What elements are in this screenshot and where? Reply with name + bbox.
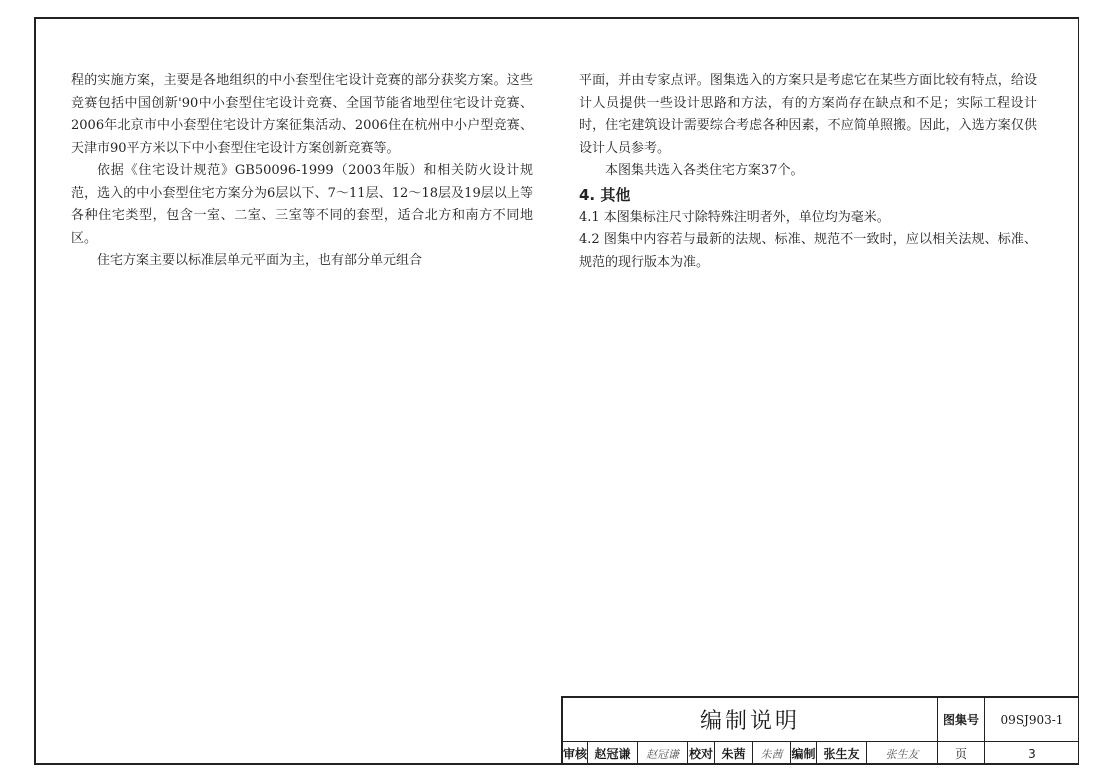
edit-signature: 张生友 — [867, 742, 938, 765]
right-paragraph-2: 本图集共选入各类住宅方案37个。 — [605, 163, 804, 178]
edit-name: 张生友 — [817, 742, 867, 765]
check-signature: 朱茜 — [753, 742, 791, 765]
right-paragraph-1: 平面，并由专家点评。图集选入的方案只是考虑它在某些方面比较有特点，给设计人员提供一些设计思路和方法，有的方案尚存在缺点和不足；实际工程设计时，住宅建筑设计需要综合考虑各种因素，不应简单照搬。因此，入选方案仅供设计人员参考。 — [579, 73, 1037, 156]
edit-label: 编制 — [791, 742, 817, 765]
item-4-2: 4.2 图集中内容若与最新的法规、标准、规范不一致时，应以相关法规、标准、规范的现行版本为准。 — [579, 232, 1037, 270]
check-label: 校对 — [688, 742, 715, 765]
title-block — [561, 696, 1079, 765]
item-4-1: 4.1 本图集标注尺寸除特殊注明者外，单位均为毫米。 — [579, 209, 890, 225]
atlas-number: 09SJ903-1 — [985, 698, 1079, 742]
check-name: 朱茜 — [715, 742, 753, 765]
left-paragraph-3: 住宅方案主要以标准层单元平面为主，也有部分单元组合 — [97, 253, 423, 268]
left-paragraph-2: 依据《住宅设计规范》GB50096-1999（2003年版）和相关防火设计规范，选入的中小套型住宅方案分为6层以下、7～11层、12～18层及19层以上等各种住宅类型，包含一室、二室、三室等不同的套型，适合北方和南方不同地区。 — [71, 163, 533, 246]
section-heading: 4. 其他 — [579, 185, 631, 204]
page-number: 3 — [1028, 746, 1036, 761]
right-text-column — [579, 70, 1037, 274]
signature-row — [563, 742, 1079, 765]
atlas-number-label: 图集号 — [938, 698, 985, 742]
document-title: 编制说明 — [563, 698, 938, 742]
review-label: 审核 — [563, 742, 588, 765]
left-text-column — [71, 70, 533, 273]
left-paragraph-1: 程的实施方案，主要是各地组织的中小套型住宅设计竞赛的部分获奖方案。这些竞赛包括中国创新'90中小套型住宅设计竞赛、全国节能省地型住宅设计竞赛、2006年北京市中小套型住宅设计方案征集活动、2006住在杭州中小户型竞赛、天津市90平方米以下中小套型住宅设计方案创新竞赛等。 — [71, 73, 533, 156]
review-signature: 赵冠谦 — [638, 742, 688, 765]
page-label: 页 — [938, 742, 985, 765]
review-name: 赵冠谦 — [588, 742, 638, 765]
